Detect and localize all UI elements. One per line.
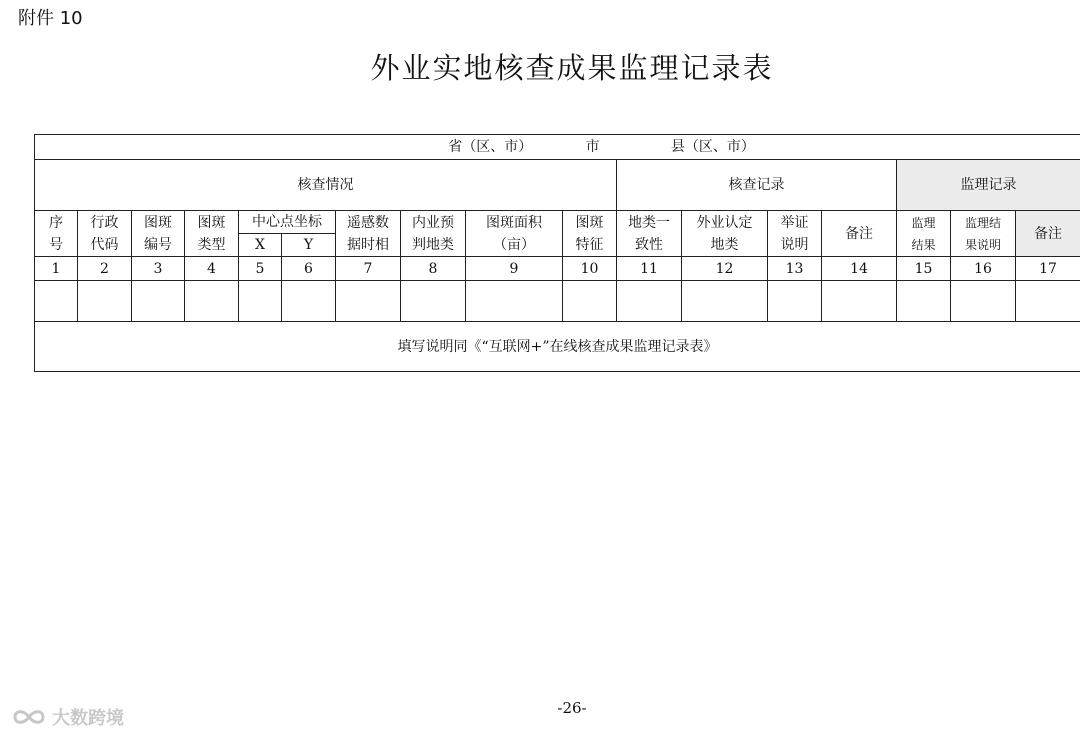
col-number: 6: [282, 257, 336, 281]
col-office-class-line2: 判地类: [412, 236, 454, 253]
col-rs-phase-line2: 据时相: [347, 236, 389, 253]
col-patch-no-line2: 编号: [144, 236, 172, 253]
col-office-class: [401, 211, 466, 257]
col-sup-result-line2: 结果: [911, 237, 936, 252]
watermark: [10, 704, 124, 730]
col-field-class: [682, 211, 768, 257]
col-number: 7: [336, 257, 401, 281]
col-patch-no: [132, 211, 185, 257]
column-header-row: [35, 211, 1080, 234]
entry-cell[interactable]: [239, 281, 282, 322]
col-feature-line2: 特征: [575, 236, 604, 253]
col-seq-line1: 序: [49, 214, 63, 231]
col-seq-line2: 号: [49, 236, 63, 253]
fill-instructions-note: 填写说明同《“互联网+”在线核查成果监理记录表》: [35, 322, 1080, 372]
entry-cell[interactable]: [336, 281, 401, 322]
region-text: 省（区、市） 市 县（区、市）: [448, 139, 755, 155]
col-rs-phase: [336, 211, 401, 257]
entry-cell[interactable]: [1016, 281, 1080, 322]
region-row: [35, 135, 1080, 160]
entry-cell[interactable]: [897, 281, 951, 322]
supervision-record-table: [34, 134, 1080, 372]
col-remark: 备注: [822, 211, 897, 257]
col-number: 8: [401, 257, 466, 281]
col-number: 12: [682, 257, 768, 281]
col-number: 16: [951, 257, 1016, 281]
col-field-class-line1: 外业认定: [696, 214, 753, 231]
col-number: 15: [897, 257, 951, 281]
entry-cell[interactable]: [35, 281, 78, 322]
col-number: 14: [822, 257, 897, 281]
region-cell: [35, 135, 1080, 160]
note-row: [35, 322, 1080, 372]
col-number: 13: [768, 257, 822, 281]
col-y: Y: [282, 234, 336, 257]
col-sup-result-line1: 监理: [911, 215, 936, 230]
col-sup-remark: 备注: [1016, 211, 1080, 257]
blank-entry-row: [35, 281, 1080, 322]
col-consistency-line1: 地类一: [628, 214, 670, 231]
col-number: 9: [466, 257, 563, 281]
document-title: 外业实地核查成果监理记录表: [370, 51, 774, 85]
col-consistency-line2: 致性: [635, 236, 663, 253]
group-supervision-record: 监理记录: [897, 160, 1080, 211]
entry-cell[interactable]: [563, 281, 617, 322]
entry-cell[interactable]: [282, 281, 336, 322]
col-patch-type-line2: 类型: [197, 236, 226, 253]
col-number: 4: [185, 257, 239, 281]
col-center-coord: 中心点坐标: [239, 211, 336, 234]
col-proof-line1: 举证: [780, 214, 809, 231]
col-patch-no-line1: 图斑: [144, 214, 172, 231]
entry-cell[interactable]: [401, 281, 466, 322]
col-number: 2: [78, 257, 132, 281]
col-number: 5: [239, 257, 282, 281]
col-area-line1: 图斑面积: [486, 214, 542, 231]
col-rs-phase-line1: 遥感数: [347, 214, 389, 231]
entry-cell[interactable]: [682, 281, 768, 322]
entry-cell[interactable]: [822, 281, 897, 322]
group-header-row: [35, 160, 1080, 211]
col-sup-result-desc-line1: 监理结: [964, 215, 1001, 230]
col-number: 1: [35, 257, 78, 281]
col-office-class-line1: 内业预: [412, 214, 454, 231]
page-number: -26-: [557, 699, 587, 717]
entry-cell[interactable]: [768, 281, 822, 322]
col-admin-code: [78, 211, 132, 257]
column-number-row: [35, 257, 1080, 281]
col-admin-code-line1: 行政: [90, 214, 119, 231]
col-proof: [768, 211, 822, 257]
entry-cell[interactable]: [617, 281, 682, 322]
col-number: 3: [132, 257, 185, 281]
entry-cell[interactable]: [466, 281, 563, 322]
entry-cell[interactable]: [132, 281, 185, 322]
entry-cell[interactable]: [185, 281, 239, 322]
col-field-class-line2: 地类: [710, 236, 739, 253]
col-number: 17: [1016, 257, 1080, 281]
col-consistency: [617, 211, 682, 257]
col-seq: [35, 211, 78, 257]
infinity-logo-icon: [10, 705, 48, 729]
col-feature-line1: 图斑: [575, 214, 604, 231]
col-feature: [563, 211, 617, 257]
group-inspection: 核查情况: [35, 160, 617, 211]
group-check-record: 核查记录: [617, 160, 897, 211]
col-number: 10: [563, 257, 617, 281]
entry-cell[interactable]: [78, 281, 132, 322]
col-patch-type-line1: 图斑: [197, 214, 226, 231]
col-x: X: [239, 234, 282, 257]
entry-cell[interactable]: [951, 281, 1016, 322]
col-admin-code-line2: 代码: [90, 236, 119, 253]
col-sup-result-desc-line2: 果说明: [964, 237, 1001, 252]
col-area-line2: （亩）: [493, 236, 535, 253]
col-sup-result: [897, 211, 951, 257]
col-proof-line2: 说明: [780, 236, 809, 253]
col-sup-result-desc: [951, 211, 1016, 257]
col-area: [466, 211, 563, 257]
col-number: 11: [617, 257, 682, 281]
attachment-label: 附件 10: [18, 8, 83, 29]
watermark-text: 大数跨境: [52, 708, 124, 729]
col-patch-type: [185, 211, 239, 257]
